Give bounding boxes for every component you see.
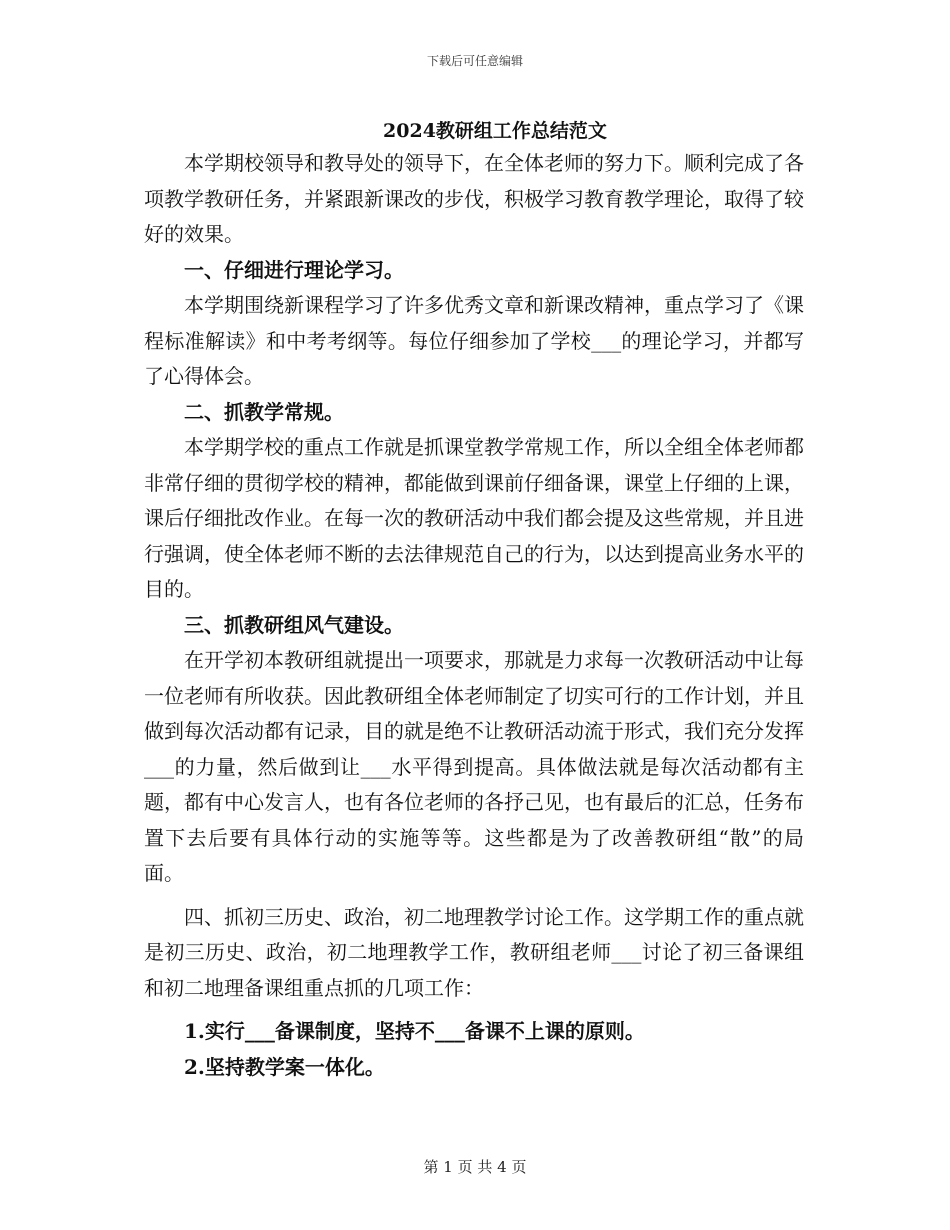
header-note: 下载后可任意编辑: [426, 54, 523, 68]
list-item-collective-prep: 1.实行___备课制度，坚持不___备课不上课的原则。: [184, 1019, 645, 1043]
teaching-routine-paragraph: 本学期学校的重点工作就是抓课堂教学常规工作，所以全组全体老师都非常仔细的贯彻学校的精神，都能做到课前仔细备课，课堂上仔细的上课，课后仔细批改作业。在每一次的教研活动中我们都会提及这些常规，并且进行强调，使全体老师不断的去法律规范自己的行为，以达到提高业务水平的目的。: [144, 435, 804, 601]
document-title: 2024教研组工作总结范文: [383, 120, 607, 142]
section-heading-theory-study: 一、仔细进行理论学习。: [184, 257, 404, 282]
grade-teaching-paragraph: 四、抓初三历史、政治，初二地理教学讨论工作。这学期工作的重点就是初三历史、政治，初二地理教学工作，教研组老师___讨论了初三备课组和初二地理备课组重点抓的几项工作：: [144, 904, 804, 1000]
intro-paragraph: 本学期校领导和教导处的领导下，在全体老师的努力下。顺利完成了各项教学教研任务，并紧跟新课改的步伐，积极学习教育教学理论，取得了较好的效果。: [144, 151, 804, 246]
document-body: [144, 146, 804, 1085]
theory-study-paragraph: 本学期围绕新课程学习了许多优秀文章和新课改精神，重点学习了《课程标准解读》和中考考纲等。每位仔细参加了学校___的理论学习，并都写了心得体会。: [144, 293, 804, 388]
page-number: 第 1 页 共 4 页: [423, 1158, 527, 1176]
section-heading-group-culture: 三、抓教研组风气建设。: [184, 612, 404, 637]
list-item-lesson-plan-integration: 2.坚持教学案一体化。: [184, 1054, 385, 1079]
group-culture-paragraph: 在开学初本教研组就提出一项要求，那就是力求每一次教研活动中让每一位老师有所收获。因此教研组全体老师制定了切实可行的工作计划，并且做到每次活动都有记录，目的就是绝不让教研活动流于形式，我们充分发挥___的力量，然后做到让___水平得到提高。具体做法就是每次活动都有主题，都有中心发言人，也有各位老师的各抒己见，也有最后的汇总，任务布置下去后要有具体行动的实施等等。这些都是为了改善教研组“散”的局面。: [144, 648, 804, 885]
section-heading-teaching-routine: 二、抓教学常规。: [184, 399, 344, 424]
